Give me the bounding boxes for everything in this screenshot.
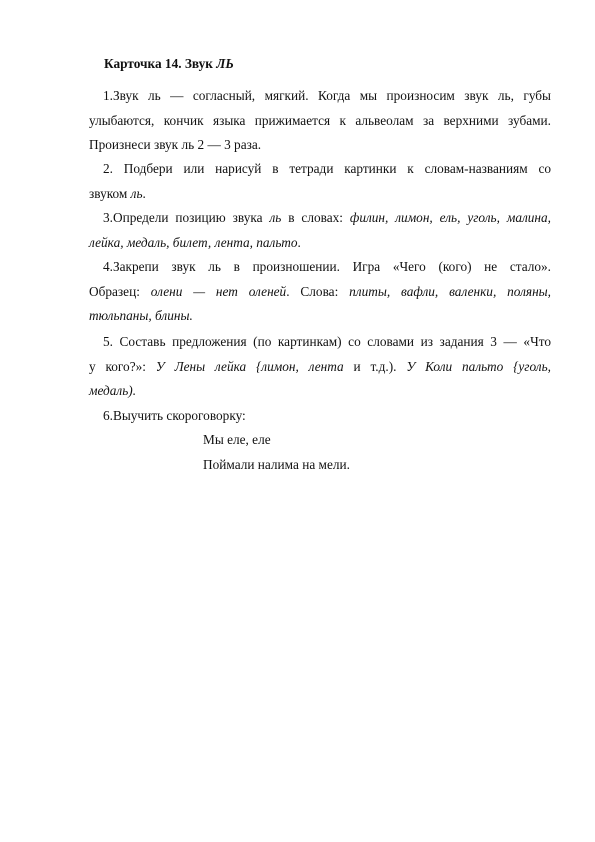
task-1 — [89, 84, 551, 158]
task-6-line-1: 6.Выучить скороговорку: — [103, 408, 246, 423]
task-6 — [89, 404, 551, 429]
task-5 — [89, 330, 551, 404]
task-2-line-2-suffix: . — [142, 185, 146, 201]
task-2-line-1: 2. Подбери или нарисуй в тетради картинки к словам-названиям со — [103, 161, 551, 176]
task-4-line-3 — [89, 304, 551, 329]
task-2 — [89, 157, 551, 206]
tongue-twister-line-1: Мы еле, еле — [203, 432, 271, 447]
task-2-sound: ль — [130, 185, 143, 201]
task-5-prefix: у кого?»: — [89, 358, 156, 374]
task-3-line-2 — [89, 231, 551, 256]
task-4-words-2: тюльпаны, блины. — [89, 308, 193, 323]
task-3-prefix: 3.Определи позицию звука — [103, 210, 270, 225]
task-5-example-1: У Лены лейка {лимон, лента — [155, 358, 344, 374]
card-title-sound: ЛЬ — [216, 56, 234, 71]
task-3-mid: в словах: — [281, 210, 350, 225]
task-4-line-2 — [89, 280, 551, 305]
task-2-line-2-prefix: звуком — [89, 185, 131, 201]
task-5-line-3 — [89, 379, 551, 404]
task-2-line-2 — [89, 182, 551, 207]
task-5-mid: и т.д.). — [343, 358, 407, 374]
card-title-prefix: Карточка 14. Звук — [104, 56, 217, 71]
task-5-example-3: медаль). — [89, 383, 137, 398]
task-4 — [89, 255, 551, 329]
task-1-line-3: Произнеси звук ль 2 — 3 раза. — [89, 137, 262, 152]
task-5-example-2: У Коли пальто {уголь, — [406, 358, 551, 374]
task-3 — [89, 206, 551, 255]
task-5-line-1: 5. Составь предложения (по картинкам) со словами из задания 3 — «Что — [103, 334, 551, 349]
task-3-line-1 — [89, 206, 551, 231]
task-1-line-1: 1.Звук ль — согласный, мягкий. Когда мы произносим звук ль, губы — [103, 88, 551, 103]
task-4-mid: . Слова: — [286, 283, 350, 299]
task-3-sound: ль — [269, 210, 282, 225]
task-3-words-2: лейка, медаль, билет, лента, пальто — [89, 234, 298, 250]
task-4-line-1: 4.Закрепи звук ль в произношении. Игра «Чего (кого) не стало». — [103, 259, 551, 274]
card-title — [104, 56, 234, 72]
task-3-line-2-suffix: . — [297, 234, 301, 250]
task-5-line-2 — [89, 355, 551, 380]
task-1-line-2: улыбаются, кончик языка прижимается к альвеолам за верхними зубами. — [89, 112, 551, 128]
task-3-words-1: филин, лимон, ель, уголь, малина, — [349, 210, 551, 225]
task-4-example-prefix: Образец: — [89, 283, 151, 299]
task-4-example: олени — нет оленей — [150, 283, 287, 299]
task-4-words-1: плиты, вафли, валенки, поляны, — [349, 283, 552, 299]
tongue-twister-line-2: Поймали налима на мели. — [203, 456, 350, 472]
tongue-twister — [203, 428, 350, 477]
